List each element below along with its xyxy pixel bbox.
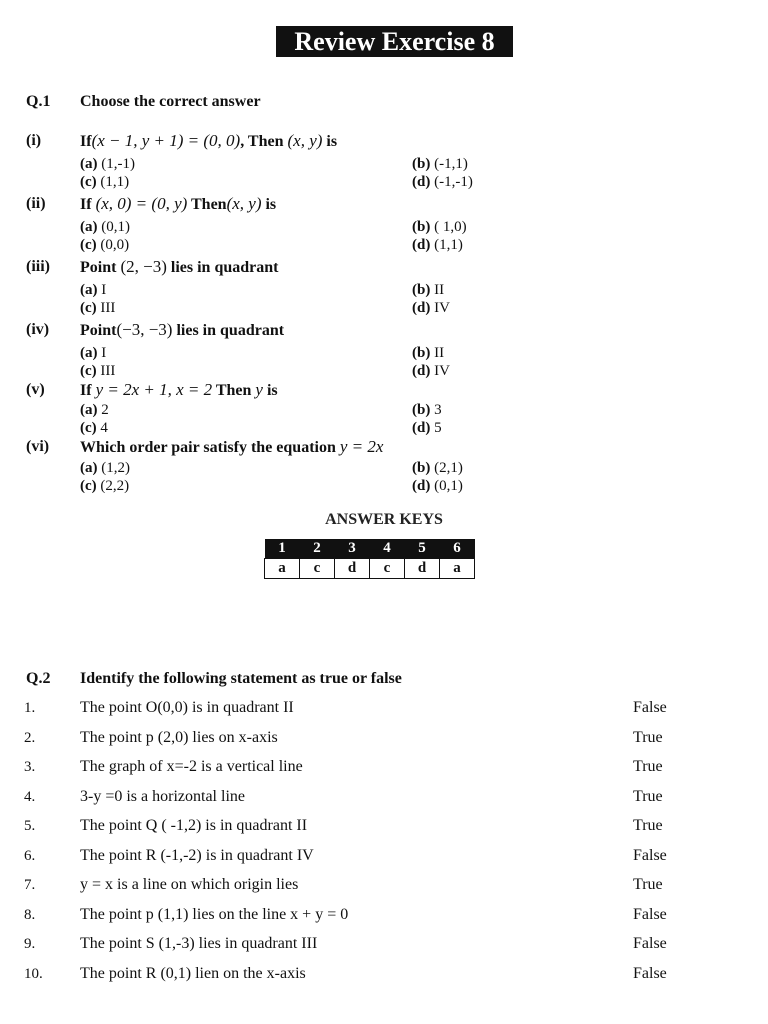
key-answer: c: [370, 559, 405, 579]
option-a: (a) I: [80, 282, 107, 298]
statement-text: The graph of x=-2 is a vertical line: [80, 758, 303, 775]
key-number: 6: [440, 539, 475, 559]
option-d: (d) IV: [412, 363, 450, 379]
item-number: (iv): [26, 321, 50, 338]
statement-number: 9.: [24, 936, 36, 952]
statement-text: The point R (-1,-2) is in quadrant IV: [80, 847, 314, 864]
statement-number: 1.: [24, 700, 36, 716]
question-2-text: Identify the following statement as true or false: [80, 670, 402, 687]
statement-answer: False: [633, 965, 667, 982]
statement-text: 3-y =0 is a horizontal line: [80, 788, 245, 805]
item-number: (v): [26, 381, 45, 398]
answer-keys-title: ANSWER KEYS: [325, 511, 443, 528]
statement-answer: True: [633, 876, 663, 893]
option-b: (b) II: [412, 282, 445, 298]
statement-answer: False: [633, 906, 667, 923]
statement-number: 5.: [24, 818, 36, 834]
option-b: (b) (2,1): [412, 460, 463, 476]
question-1-label: Q.1: [26, 93, 51, 110]
option-c: (c) III: [80, 300, 116, 316]
statement-answer: False: [633, 935, 667, 952]
item-number: (i): [26, 132, 42, 149]
key-number: 5: [405, 539, 440, 559]
option-b: (b) II: [412, 345, 445, 361]
page-title: Review Exercise 8: [276, 26, 513, 57]
key-number: 3: [335, 539, 370, 559]
option-c: (c) (0,0): [80, 237, 130, 253]
option-a: (a) (0,1): [80, 219, 130, 235]
option-a: (a) (1,-1): [80, 156, 135, 172]
option-a: (a) 2: [80, 402, 109, 418]
answer-keys-table: [264, 539, 475, 579]
key-answer: d: [405, 559, 440, 579]
statement-answer: True: [633, 758, 663, 775]
option-d: (d) (-1,-1): [412, 174, 473, 190]
option-b: (b) (-1,1): [412, 156, 468, 172]
key-number: 2: [300, 539, 335, 559]
statement-text: The point O(0,0) is in quadrant II: [80, 699, 294, 716]
option-d: (d) IV: [412, 300, 450, 316]
statement-answer: True: [633, 788, 663, 805]
item-stem: If (x, 0) = (0, y) Then(x, y) is: [80, 194, 277, 213]
option-c: (c) (1,1): [80, 174, 130, 190]
option-c: (c) 4: [80, 420, 108, 436]
item-stem: If(x − 1, y + 1) = (0, 0), Then (x, y) is: [80, 131, 338, 150]
item-stem: Point(−3, −3) lies in quadrant: [80, 320, 285, 339]
statement-number: 2.: [24, 730, 36, 746]
item-stem: Point (2, −3) lies in quadrant: [80, 257, 279, 276]
statement-number: 6.: [24, 848, 36, 864]
option-d: (d) (0,1): [412, 478, 463, 494]
item-number: (vi): [26, 438, 50, 455]
statement-text: The point R (0,1) lien on the x-axis: [80, 965, 306, 982]
statement-number: 10.: [24, 966, 43, 982]
statement-text: The point S (1,-3) lies in quadrant III: [80, 935, 318, 952]
answer-keys-value-row: [265, 559, 475, 579]
statement-answer: False: [633, 847, 667, 864]
key-answer: a: [440, 559, 475, 579]
statement-answer: True: [633, 817, 663, 834]
key-number: 1: [265, 539, 300, 559]
statement-text: The point Q ( -1,2) is in quadrant II: [80, 817, 308, 834]
item-stem: Which order pair satisfy the equation y = 2x: [80, 437, 384, 456]
answer-keys-header-row: [265, 539, 475, 559]
statement-number: 8.: [24, 907, 36, 923]
statement-number: 4.: [24, 789, 36, 805]
option-b: (b) 3: [412, 402, 442, 418]
option-c: (c) (2,2): [80, 478, 130, 494]
item-number: (iii): [26, 258, 50, 275]
statement-number: 7.: [24, 877, 36, 893]
option-d: (d) 5: [412, 420, 442, 436]
key-number: 4: [370, 539, 405, 559]
statement-text: y = x is a line on which origin lies: [80, 876, 299, 893]
statement-answer: True: [633, 729, 663, 746]
statement-answer: False: [633, 699, 667, 716]
key-answer: a: [265, 559, 300, 579]
item-number: (ii): [26, 195, 46, 212]
statement-text: The point p (2,0) lies on x-axis: [80, 729, 278, 746]
option-c: (c) III: [80, 363, 116, 379]
option-a: (a) I: [80, 345, 107, 361]
option-a: (a) (1,2): [80, 460, 130, 476]
option-b: (b) ( 1,0): [412, 219, 467, 235]
option-d: (d) (1,1): [412, 237, 463, 253]
item-stem: If y = 2x + 1, x = 2 Then y is: [80, 380, 278, 399]
question-1-text: Choose the correct answer: [80, 93, 261, 110]
statement-text: The point p (1,1) lies on the line x + y = 0: [80, 906, 349, 923]
statement-number: 3.: [24, 759, 36, 775]
key-answer: c: [300, 559, 335, 579]
key-answer: d: [335, 559, 370, 579]
question-2-label: Q.2: [26, 670, 51, 687]
